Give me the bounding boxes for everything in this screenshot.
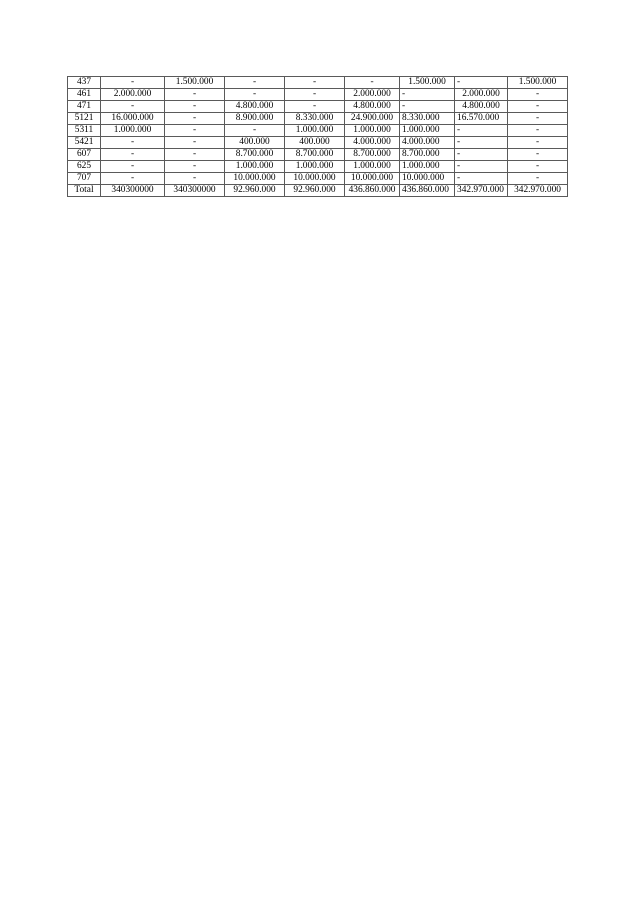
- total-cell: 340300000: [165, 185, 225, 197]
- table-cell: -: [455, 77, 508, 89]
- table-cell: -: [455, 125, 508, 137]
- table-cell: -: [225, 89, 285, 101]
- table-cell: 1.500.000: [508, 77, 568, 89]
- table-cell: 10.000.000: [400, 173, 455, 185]
- table-cell: 16.570.000: [455, 113, 508, 125]
- table-cell: 8.900.000: [225, 113, 285, 125]
- account-number-cell: 625: [68, 161, 101, 173]
- table-cell: -: [225, 125, 285, 137]
- table-cell: -: [400, 101, 455, 113]
- account-number-cell: 5121: [68, 113, 101, 125]
- table-cell: -: [101, 173, 165, 185]
- table-cell: -: [508, 101, 568, 113]
- table-cell: 4.000.000: [345, 137, 400, 149]
- account-number-cell: 437: [68, 77, 101, 89]
- total-label: Total: [68, 185, 101, 197]
- table-cell: 4.000.000: [400, 137, 455, 149]
- table-cell: 1.000.000: [400, 125, 455, 137]
- table-cell: -: [455, 137, 508, 149]
- table-cell: -: [165, 161, 225, 173]
- table-cell: -: [165, 125, 225, 137]
- account-number-cell: 707: [68, 173, 101, 185]
- table-cell: -: [285, 101, 345, 113]
- table-row: [68, 137, 568, 149]
- table-cell: 8.330.000: [400, 113, 455, 125]
- table-cell: -: [165, 101, 225, 113]
- table-row: [68, 149, 568, 161]
- table-cell: 4.800.000: [455, 101, 508, 113]
- table-cell: 10.000.000: [225, 173, 285, 185]
- total-cell: 92.960.000: [225, 185, 285, 197]
- table-cell: 1.500.000: [400, 77, 455, 89]
- table-cell: -: [508, 113, 568, 125]
- accounts-balance-table: [67, 76, 568, 197]
- table-row: [68, 89, 568, 101]
- table-cell: 400.000: [285, 137, 345, 149]
- account-number-cell: 5421: [68, 137, 101, 149]
- account-number-cell: 5311: [68, 125, 101, 137]
- table-cell: 1.000.000: [345, 161, 400, 173]
- table-cell: 1.500.000: [165, 77, 225, 89]
- table-cell: -: [508, 125, 568, 137]
- table-cell: 4.800.000: [225, 101, 285, 113]
- account-number-cell: 607: [68, 149, 101, 161]
- account-number-cell: 471: [68, 101, 101, 113]
- table-cell: -: [101, 149, 165, 161]
- total-cell: 436.860.000: [345, 185, 400, 197]
- table-cell: 8.700.000: [225, 149, 285, 161]
- total-cell: 340300000: [101, 185, 165, 197]
- table-cell: -: [455, 161, 508, 173]
- table-cell: 4.800.000: [345, 101, 400, 113]
- total-cell: 342.970.000: [508, 185, 568, 197]
- table-row: [68, 125, 568, 137]
- account-number-cell: 461: [68, 89, 101, 101]
- table-cell: -: [285, 89, 345, 101]
- table-cell: -: [165, 113, 225, 125]
- table-cell: -: [508, 161, 568, 173]
- table-cell: -: [165, 137, 225, 149]
- table-cell: 1.000.000: [345, 125, 400, 137]
- table-cell: 16.000.000: [101, 113, 165, 125]
- table-cell: 10.000.000: [285, 173, 345, 185]
- table-cell: 8.330.000: [285, 113, 345, 125]
- table-cell: -: [508, 173, 568, 185]
- table-cell: -: [345, 77, 400, 89]
- total-cell: 342.970.000: [455, 185, 508, 197]
- table-cell: -: [225, 77, 285, 89]
- total-cell: 92.960.000: [285, 185, 345, 197]
- table-cell: 1.000.000: [285, 161, 345, 173]
- table-cell: -: [455, 149, 508, 161]
- table-cell: -: [101, 161, 165, 173]
- total-cell: 436.860.000: [400, 185, 455, 197]
- table-cell: -: [101, 101, 165, 113]
- table-cell: 8.700.000: [400, 149, 455, 161]
- table-cell: -: [508, 149, 568, 161]
- table-cell: 2.000.000: [345, 89, 400, 101]
- table-cell: 8.700.000: [345, 149, 400, 161]
- table-cell: 400.000: [225, 137, 285, 149]
- table-cell: -: [508, 89, 568, 101]
- table-row: [68, 101, 568, 113]
- table-cell: 2.000.000: [455, 89, 508, 101]
- table-cell: 2.000.000: [101, 89, 165, 101]
- table-cell: -: [455, 173, 508, 185]
- table-row: [68, 161, 568, 173]
- table-cell: -: [285, 77, 345, 89]
- table-row: [68, 173, 568, 185]
- table-cell: 8.700.000: [285, 149, 345, 161]
- table-cell: -: [165, 173, 225, 185]
- table-cell: -: [165, 89, 225, 101]
- table-cell: -: [165, 149, 225, 161]
- table-cell: -: [101, 77, 165, 89]
- table-cell: 1.000.000: [225, 161, 285, 173]
- table-row: [68, 113, 568, 125]
- table-cell: -: [101, 137, 165, 149]
- total-row: [68, 185, 568, 197]
- table-cell: 10.000.000: [345, 173, 400, 185]
- table-cell: -: [400, 89, 455, 101]
- table-row: [68, 77, 568, 89]
- table-cell: 1.000.000: [285, 125, 345, 137]
- table-cell: 24.900.000: [345, 113, 400, 125]
- table-cell: 1.000.000: [400, 161, 455, 173]
- table-cell: 1.000.000: [101, 125, 165, 137]
- table-cell: -: [508, 137, 568, 149]
